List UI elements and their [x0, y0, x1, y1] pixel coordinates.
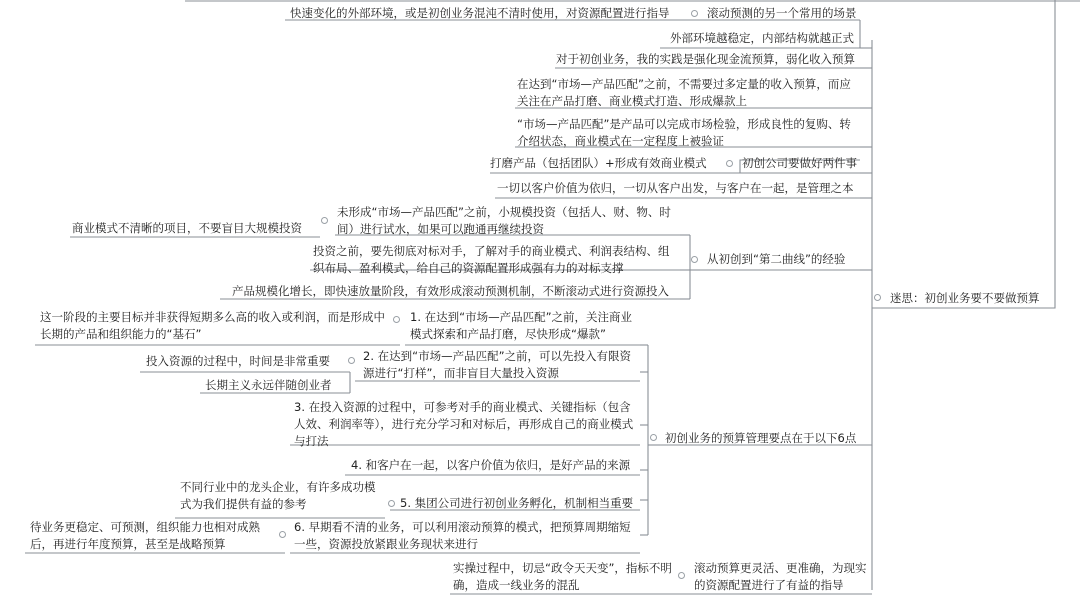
node-pmf-definition[interactable]: “市场—产品匹配”是产品可以完成市场检验，形成良性的复购、转介绍状态，商业模式在一定程度上被验证 [517, 117, 851, 148]
node-stable-environment[interactable]: 外部环境越稳定，内部结构就越正式 [670, 31, 854, 45]
node-two-things[interactable]: 初创公司要做好两件事 [742, 156, 857, 170]
node-benchmark-competitor[interactable]: 投资之前，要先彻底对标对手，了解对手的商业模式、利润表结构、组织布局、盈利模式，给自己的资源配置形成强有力的对标支撑 [313, 244, 670, 275]
collapse-dot[interactable] [726, 160, 733, 167]
collapse-dot[interactable] [348, 357, 355, 364]
node-before-pmf-focus[interactable]: 在达到“市场—产品匹配”之前，不需要过多定量的收入预算，而应关注在产品打磨、商业模式打造、形成爆款上 [517, 77, 851, 108]
node-cash-flow-budget[interactable]: 对于初创业务，我的实践是强化现金流预算，弱化收入预算 [556, 52, 855, 66]
point-5[interactable]: 5. 集团公司进行初创业务孵化，机制相当重要 [400, 496, 634, 510]
point-2[interactable]: 2. 在达到“市场—产品匹配”之前，可以先投入有限资源进行“打样”，而非盲目大量投入资源 [363, 349, 632, 380]
point-3[interactable]: 3. 在投入资源的过程中，可参考对手的商业模式、关键指标（包含人效、利润率等），进行充分学习和对标后，再形成自己的商业模式与打法 [294, 400, 634, 448]
node-six-points[interactable]: 初创业务的预算管理要点在于以下6点 [665, 431, 857, 445]
collapse-dot[interactable] [388, 500, 395, 507]
node-myth-budget[interactable]: 迷思：初创业务要不要做预算 [890, 291, 1040, 305]
node-long-termism[interactable]: 长期主义永远伴随创业者 [205, 378, 332, 392]
point-6[interactable]: 6. 早期看不清的业务，可以利用滚动预算的模式，把预算周期缩短一些，资源投放紧跟业务现状来进行 [294, 520, 631, 551]
node-rolling-forecast-scenario[interactable]: 滚动预测的另一个常用的场景 [707, 6, 857, 20]
node-time-important[interactable]: 投入资源的过程中，时间是非常重要 [146, 354, 330, 368]
collapse-dot[interactable] [691, 256, 698, 263]
collapse-dot[interactable] [874, 294, 881, 301]
node-annual-budget-later[interactable]: 待业务更稳定、可预测，组织能力也相对成熟后，再进行年度预算，甚至是战略预算 [30, 520, 260, 551]
node-no-blind-investment[interactable]: 商业模式不清晰的项目，不要盲目大规模投资 [72, 221, 302, 235]
node-two-things-detail[interactable]: 打磨产品（包括团队）+形成有效商业模式 [490, 156, 707, 170]
node-small-scale-trial[interactable]: 未形成“市场—产品匹配”之前，小规模投资（包括人、财、物、时间）进行试水，如果可以跑通再继续投资 [337, 205, 671, 236]
point-1[interactable]: 1. 在达到“市场—产品匹配”之前，关注商业模式探索和产品打磨，尽快形成“爆款” [410, 310, 633, 341]
node-rolling-forecast-usage[interactable]: 快速变化的外部环境，或是初创业务混沌不清时使用，对资源配置进行指导 [290, 6, 670, 20]
collapse-dot[interactable] [279, 531, 286, 538]
node-avoid-changing-orders[interactable]: 实操过程中，切忌“政令天天变”，指标不明确，造成一线业务的混乱 [453, 561, 672, 592]
node-customer-first[interactable]: 一切以客户价值为依归，一切从客户出发，与客户在一起，是管理之本 [497, 181, 854, 195]
node-second-curve[interactable]: 从初创到“第二曲线”的经验 [707, 252, 846, 266]
node-scale-growth[interactable]: 产品规模化增长，即快速放量阶段，有效形成滚动预测机制，不断滚动式进行资源投入 [232, 284, 669, 298]
collapse-dot[interactable] [678, 572, 685, 579]
collapse-dot[interactable] [321, 217, 328, 224]
collapse-dot[interactable] [393, 316, 400, 323]
node-industry-leaders[interactable]: 不同行业中的龙头企业，有许多成功模式为我们提供有益的参考 [180, 480, 376, 511]
node-stage-goal[interactable]: 这一阶段的主要目标并非获得短期多么高的收入或利润，而是形成中长期的产品和组织能力的“基石” [40, 310, 385, 341]
collapse-dot[interactable] [650, 434, 657, 441]
collapse-dot[interactable] [691, 10, 698, 17]
node-rolling-budget-benefit[interactable]: 滚动预算更灵活、更准确，为现实的资源配置进行了有益的指导 [694, 561, 867, 592]
point-4[interactable]: 4. 和客户在一起，以客户价值为依归，是好产品的来源 [351, 458, 631, 472]
